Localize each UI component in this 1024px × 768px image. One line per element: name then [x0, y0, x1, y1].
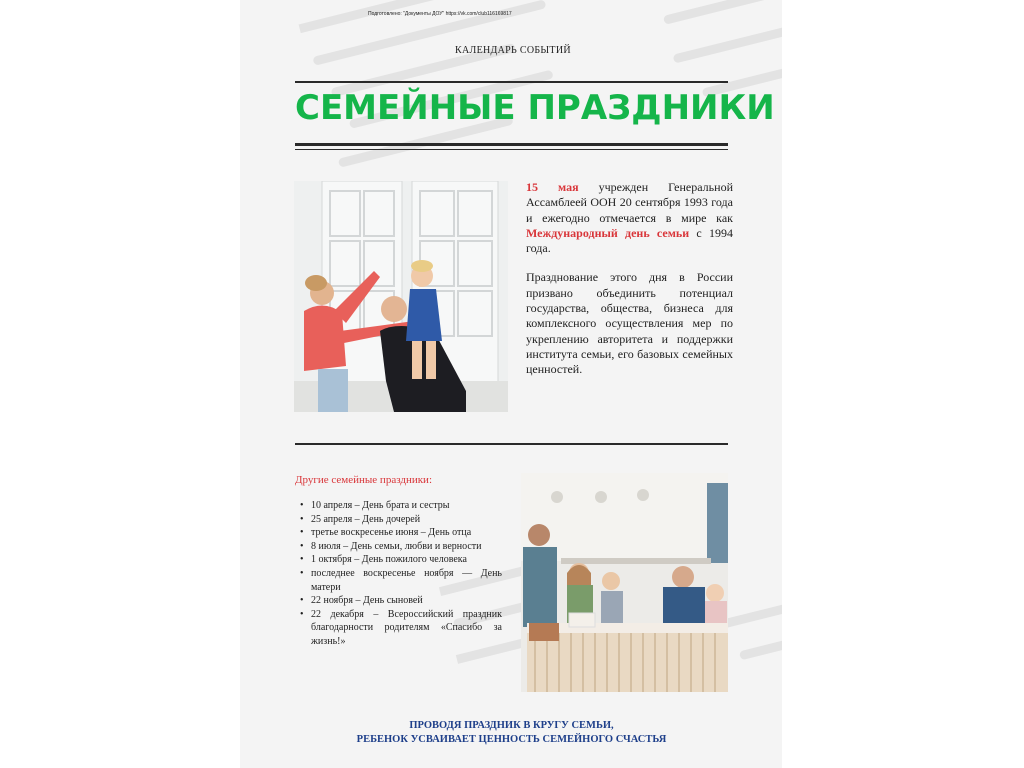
top-rule	[295, 81, 728, 83]
intro-paragraph-2: Празднование этого дня в России призвано объединить потенциал государства, общества, бизнеса для комплексного осуществления мер по укреплению авторитета и поддержки института семьи, его базовых семейных ценностей.	[526, 270, 733, 377]
family-kitchen-photo	[521, 473, 728, 692]
credit-line: Подготовлено: "Документы ДОУ" https://vk.com/club116169817	[368, 11, 512, 17]
list-item: • 8 июля – День семьи, любви и верности	[300, 540, 502, 554]
list-item: • 1 октября – День пожилого человека	[300, 553, 502, 567]
family-dancing-photo	[294, 181, 508, 412]
intro-text	[526, 180, 733, 392]
list-item: • 10 апреля – День брата и сестры	[300, 499, 502, 513]
date-highlight: 15 мая	[526, 180, 579, 194]
middle-rule	[295, 443, 728, 445]
list-item: • 22 ноября – День сыновей	[300, 594, 502, 608]
footer-line-1: ПРОВОДЯ ПРАЗДНИК В КРУГУ СЕМЬИ,	[409, 720, 614, 731]
page-title: СЕМЕЙНЫЕ ПРАЗДНИКИ	[295, 88, 775, 128]
list-item: • третье воскресенье июня – День отца	[300, 526, 502, 540]
intro-paragraph-1	[526, 180, 733, 256]
list-item: • 22 декабря – Всероссийский праздник благодарности родителям «Спасибо за жизнь!»	[300, 608, 502, 649]
title-rule-thick	[295, 143, 728, 146]
holiday-name-highlight: Международный день семьи	[526, 225, 690, 240]
title-rule-thin	[295, 149, 728, 150]
intro-text-b: с 1994 года.	[526, 225, 733, 256]
footer-motto	[295, 719, 728, 747]
list-item: • последнее воскресенье ноября — День матери	[300, 567, 502, 594]
other-holidays-list	[300, 499, 502, 649]
other-holidays-title: Другие семейные праздники:	[295, 474, 433, 486]
footer-line-2: РЕБЕНОК УСВАИВАЕТ ЦЕННОСТЬ СЕМЕЙНОГО СЧАСТЬЯ	[356, 734, 667, 745]
list-item: • 25 апреля – День дочерей	[300, 513, 502, 527]
section-kicker: КАЛЕНДАРЬ СОБЫТИЙ	[455, 45, 571, 56]
intro-text-a: учрежден Генеральной Ассамблеей ООН 20 сентября 1993 года и ежегодно отмечается в мире как	[526, 180, 733, 225]
